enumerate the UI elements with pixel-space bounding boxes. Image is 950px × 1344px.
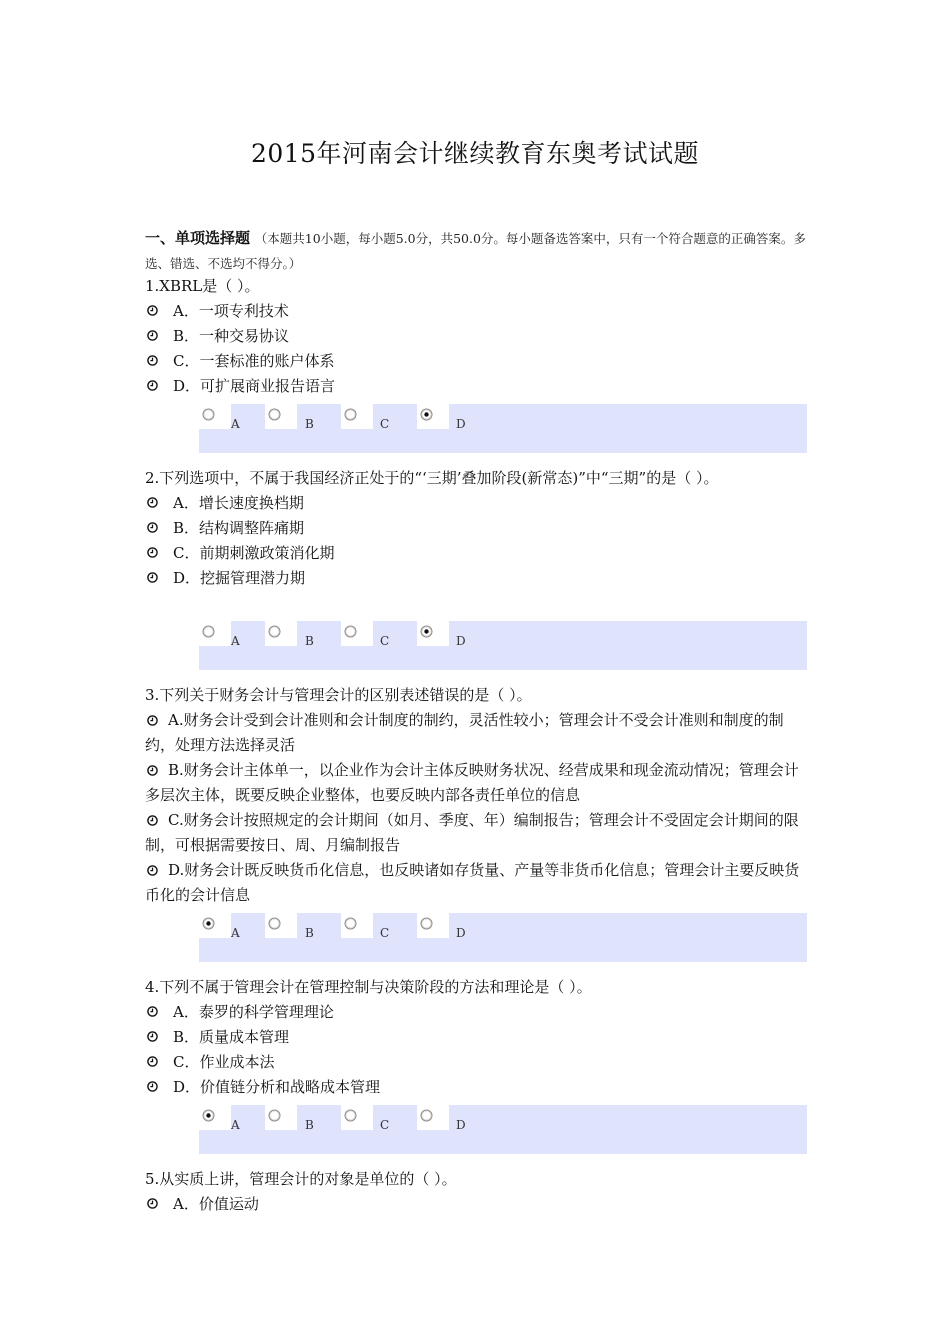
radio-checked-icon[interactable] [202,917,215,930]
clock-icon [147,1056,158,1067]
radio-option-a[interactable] [199,913,231,938]
clock-icon [147,815,158,826]
option-d: D.财务会计既反映货币化信息，也反映诸如存货量、产量等非货币化信息；管理会计主要反映货币化的会计信息 [145,861,800,904]
option-c: C．一套标准的账户体系 [145,349,807,374]
option-a: A．泰罗的科学管理理论 [145,1000,807,1025]
option-b: B.财务会计主体单一，以企业作为会计主体反映财务状况、经营成果和现金流动情况；管理会计多层次主体，既要反映企业整体，也要反映内部各责任单位的信息 [145,761,799,804]
radio-label: D [456,634,466,648]
radio-option-b[interactable] [265,1105,297,1130]
radio-label: C [380,634,390,648]
clock-icon [147,547,158,558]
radio-label: D [456,926,466,940]
radio-checked-icon[interactable] [202,1109,215,1122]
section-heading: 一、单项选择题 [145,229,251,247]
question-4 [145,975,807,1100]
radio-option-d[interactable] [417,404,449,429]
radio-icon[interactable] [202,625,215,638]
radio-option-a[interactable] [199,404,231,429]
radio-icon[interactable] [344,1109,357,1122]
option-b: B．结构调整阵痛期 [145,516,807,541]
clock-icon [147,572,158,583]
radio-icon[interactable] [344,917,357,930]
radio-icon[interactable] [268,625,281,638]
clock-icon [147,380,158,391]
radio-icon[interactable] [344,408,357,421]
option-c: C．前期刺激政策消化期 [145,541,807,566]
clock-icon [147,522,158,533]
radio-icon[interactable] [344,625,357,638]
answer-box [199,404,807,453]
question-1 [145,274,807,399]
option-d: D．价值链分析和战略成本管理 [145,1075,807,1100]
radio-icon[interactable] [268,1109,281,1122]
section-note: （本题共10小题，每小题5.0分，共50.0分。每小题备选答案中，只有一个符合题意的正确答案。多选、错选、不选均不得分。） [145,231,806,271]
radio-label: D [456,1118,466,1132]
option-a: A．增长速度换档期 [145,491,807,516]
question-stem: 3.下列关于财务会计与管理会计的区别表述错误的是（ ）。 [145,686,532,704]
section-header [145,226,807,276]
clock-icon [147,355,158,366]
answer-box [199,1105,807,1154]
option-d: D．可扩展商业报告语言 [145,374,807,399]
radio-label: B [305,1118,314,1132]
clock-icon [147,1006,158,1017]
radio-label: C [380,926,390,940]
radio-label: D [456,417,466,431]
radio-option-c[interactable] [341,1105,373,1130]
radio-icon[interactable] [420,917,433,930]
option-d: D．挖掘管理潜力期 [145,566,807,591]
radio-label: C [380,1118,390,1132]
clock-icon [147,1198,158,1209]
radio-checked-icon[interactable] [420,625,433,638]
option-b: B．一种交易协议 [145,324,807,349]
question-stem: 4.下列不属于管理会计在管理控制与决策阶段的方法和理论是（ ）。 [145,978,592,996]
option-c: C．作业成本法 [145,1050,807,1075]
radio-option-d[interactable] [417,621,449,646]
option-a: A．一项专利技术 [145,299,807,324]
clock-icon [147,1081,158,1092]
radio-option-c[interactable] [341,621,373,646]
page-title: 2015年河南会计继续教育东奥考试试题 [250,139,700,168]
radio-label: C [380,417,390,431]
question-stem: 5.从实质上讲，管理会计的对象是单位的（ ）。 [145,1170,457,1188]
clock-icon [147,1031,158,1042]
radio-option-d[interactable] [417,1105,449,1130]
radio-label: A [231,634,240,648]
radio-option-d[interactable] [417,913,449,938]
radio-label: B [305,926,314,940]
answer-box [199,913,807,962]
radio-option-c[interactable] [341,404,373,429]
clock-icon [147,305,158,316]
radio-label: B [305,634,314,648]
radio-label: A [231,417,240,431]
radio-icon[interactable] [268,917,281,930]
question-stem: 1.XBRL是（ ）。 [145,277,260,295]
option-a: A．价值运动 [145,1192,807,1217]
clock-icon [147,765,158,776]
radio-option-b[interactable] [265,621,297,646]
radio-option-b[interactable] [265,404,297,429]
radio-checked-icon[interactable] [420,408,433,421]
question-2 [145,466,807,591]
radio-option-a[interactable] [199,621,231,646]
option-a: A.财务会计受到会计准则和会计制度的制约，灵活性较小；管理会计不受会计准则和制度的制约，处理方法选择灵活 [145,711,784,754]
radio-icon[interactable] [420,1109,433,1122]
clock-icon [147,497,158,508]
question-stem: 2.下列选项中，不属于我国经济正处于的“‘三期’叠加阶段(新常态)”中“三期”的是（ ）。 [145,469,719,487]
radio-icon[interactable] [268,408,281,421]
option-b: B．质量成本管理 [145,1025,807,1050]
radio-option-a[interactable] [199,1105,231,1130]
radio-icon[interactable] [202,408,215,421]
clock-icon [147,330,158,341]
radio-option-b[interactable] [265,913,297,938]
radio-option-c[interactable] [341,913,373,938]
radio-label: A [231,926,240,940]
radio-label: A [231,1118,240,1132]
option-c: C.财务会计按照规定的会计期间（如月、季度、年）编制报告；管理会计不受固定会计期间的限制，可根据需要按日、周、月编制报告 [145,811,799,854]
question-3 [145,683,807,908]
answer-box [199,621,807,670]
radio-label: B [305,417,314,431]
clock-icon [147,715,158,726]
question-5 [145,1167,807,1217]
clock-icon [147,865,158,876]
